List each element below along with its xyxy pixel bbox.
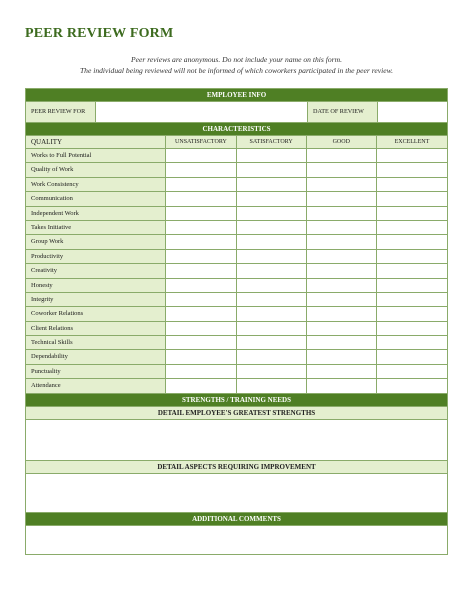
- privacy-note: The individual being reviewed will not be informed of which coworkers participated in the peer review.: [79, 66, 394, 75]
- quality-name: Client Relations: [26, 322, 166, 335]
- rating-cell-good[interactable]: [307, 163, 377, 176]
- rating-cell-unsatisfactory[interactable]: [166, 221, 236, 234]
- strengths-header: STRENGTHS / TRAINING NEEDS: [26, 394, 447, 407]
- employee-info-header: EMPLOYEE INFO: [26, 89, 447, 102]
- rating-cell-satisfactory[interactable]: [237, 279, 307, 292]
- rating-cell-excellent[interactable]: [377, 221, 447, 234]
- rating-cell-satisfactory[interactable]: [237, 350, 307, 363]
- rating-cell-unsatisfactory[interactable]: [166, 192, 236, 205]
- quality-name: Integrity: [26, 293, 166, 306]
- rating-cell-unsatisfactory[interactable]: [166, 264, 236, 277]
- quality-row: [26, 307, 447, 321]
- quality-rows: [26, 149, 447, 394]
- rating-cell-excellent[interactable]: [377, 336, 447, 349]
- peer-review-for-field[interactable]: [96, 102, 308, 122]
- quality-row: [26, 293, 447, 307]
- quality-name: Creativity: [26, 264, 166, 277]
- quality-row: [26, 221, 447, 235]
- rating-cell-unsatisfactory[interactable]: [166, 250, 236, 263]
- improvement-field[interactable]: [26, 474, 447, 513]
- rating-cell-satisfactory[interactable]: [237, 221, 307, 234]
- rating-cell-satisfactory[interactable]: [237, 192, 307, 205]
- rating-column-headers: [26, 136, 447, 149]
- quality-row: [26, 322, 447, 336]
- quality-name: Coworker Relations: [26, 307, 166, 320]
- rating-cell-satisfactory[interactable]: [237, 336, 307, 349]
- quality-row: [26, 279, 447, 293]
- characteristics-header: CHARACTERISTICS: [26, 123, 447, 136]
- rating-cell-excellent[interactable]: [377, 379, 447, 392]
- quality-row: [26, 379, 447, 393]
- rating-cell-excellent[interactable]: [377, 250, 447, 263]
- rating-cell-excellent[interactable]: [377, 163, 447, 176]
- greatest-strengths-field[interactable]: [26, 420, 447, 461]
- form-title: PEER REVIEW FORM: [25, 26, 174, 41]
- quality-row: [26, 207, 447, 221]
- rating-cell-satisfactory[interactable]: [237, 293, 307, 306]
- quality-row: [26, 178, 447, 192]
- rating-cell-good[interactable]: [307, 379, 377, 392]
- improvement-label: DETAIL ASPECTS REQUIRING IMPROVEMENT: [26, 461, 447, 474]
- quality-row: [26, 264, 447, 278]
- date-of-review-label: DATE OF REVIEW: [308, 102, 378, 122]
- quality-name: Group Work: [26, 235, 166, 248]
- rating-cell-satisfactory[interactable]: [237, 307, 307, 320]
- rating-cell-unsatisfactory[interactable]: [166, 207, 236, 220]
- rating-cell-unsatisfactory[interactable]: [166, 365, 236, 378]
- quality-name: Punctuality: [26, 365, 166, 378]
- rating-cell-excellent[interactable]: [377, 293, 447, 306]
- rating-cell-excellent[interactable]: [377, 192, 447, 205]
- greatest-strengths-label: DETAIL EMPLOYEE'S GREATEST STRENGTHS: [26, 407, 447, 420]
- additional-comments-header: ADDITIONAL COMMENTS: [26, 513, 447, 526]
- date-of-review-field[interactable]: [378, 102, 447, 122]
- rating-cell-excellent[interactable]: [377, 264, 447, 277]
- quality-name: Takes Initiative: [26, 221, 166, 234]
- rating-cell-satisfactory[interactable]: [237, 207, 307, 220]
- anonymity-note: Peer reviews are anonymous. Do not include your name on this form.: [131, 55, 342, 64]
- rating-cell-good[interactable]: [307, 221, 377, 234]
- rating-cell-excellent[interactable]: [377, 307, 447, 320]
- column-unsatisfactory: UNSATISFACTORY: [166, 136, 236, 148]
- rating-cell-satisfactory[interactable]: [237, 163, 307, 176]
- rating-cell-unsatisfactory[interactable]: [166, 163, 236, 176]
- rating-cell-unsatisfactory[interactable]: [166, 293, 236, 306]
- rating-cell-good[interactable]: [307, 350, 377, 363]
- rating-cell-good[interactable]: [307, 192, 377, 205]
- column-good: GOOD: [307, 136, 377, 148]
- rating-cell-satisfactory[interactable]: [237, 250, 307, 263]
- quality-row: [26, 336, 447, 350]
- quality-name: Attendance: [26, 379, 166, 392]
- rating-cell-good[interactable]: [307, 293, 377, 306]
- rating-cell-excellent[interactable]: [377, 178, 447, 191]
- quality-row: [26, 149, 447, 163]
- rating-cell-unsatisfactory[interactable]: [166, 307, 236, 320]
- rating-cell-good[interactable]: [307, 336, 377, 349]
- rating-cell-good[interactable]: [307, 307, 377, 320]
- quality-name: Technical Skills: [26, 336, 166, 349]
- rating-cell-unsatisfactory[interactable]: [166, 235, 236, 248]
- quality-name: Work Consistency: [26, 178, 166, 191]
- rating-cell-excellent[interactable]: [377, 207, 447, 220]
- rating-cell-good[interactable]: [307, 207, 377, 220]
- rating-cell-unsatisfactory[interactable]: [166, 336, 236, 349]
- rating-cell-satisfactory[interactable]: [237, 178, 307, 191]
- rating-cell-good[interactable]: [307, 178, 377, 191]
- rating-cell-excellent[interactable]: [377, 279, 447, 292]
- quality-name: Honesty: [26, 279, 166, 292]
- rating-cell-unsatisfactory[interactable]: [166, 350, 236, 363]
- rating-cell-satisfactory[interactable]: [237, 365, 307, 378]
- quality-name: Dependability: [26, 350, 166, 363]
- rating-cell-good[interactable]: [307, 149, 377, 162]
- rating-cell-satisfactory[interactable]: [237, 379, 307, 392]
- rating-cell-excellent[interactable]: [377, 350, 447, 363]
- rating-cell-good[interactable]: [307, 279, 377, 292]
- peer-review-for-label: PEER REVIEW FOR: [26, 102, 96, 122]
- rating-cell-unsatisfactory[interactable]: [166, 322, 236, 335]
- rating-cell-unsatisfactory[interactable]: [166, 279, 236, 292]
- quality-row: [26, 365, 447, 379]
- rating-cell-satisfactory[interactable]: [237, 264, 307, 277]
- column-satisfactory: SATISFACTORY: [237, 136, 307, 148]
- quality-name: Works to Full Potential: [26, 149, 166, 162]
- column-quality: QUALITY: [26, 136, 166, 148]
- rating-cell-good[interactable]: [307, 235, 377, 248]
- quality-row: [26, 350, 447, 364]
- rating-cell-good[interactable]: [307, 264, 377, 277]
- quality-name: Productivity: [26, 250, 166, 263]
- rating-cell-good[interactable]: [307, 322, 377, 335]
- rating-cell-excellent[interactable]: [377, 365, 447, 378]
- quality-name: Independent Work: [26, 207, 166, 220]
- quality-row: [26, 235, 447, 249]
- rating-cell-excellent[interactable]: [377, 149, 447, 162]
- quality-row: [26, 250, 447, 264]
- quality-row: [26, 192, 447, 206]
- quality-row: [26, 163, 447, 177]
- rating-cell-satisfactory[interactable]: [237, 322, 307, 335]
- peer-review-form: [25, 88, 448, 555]
- rating-cell-unsatisfactory[interactable]: [166, 379, 236, 392]
- rating-cell-satisfactory[interactable]: [237, 149, 307, 162]
- rating-cell-satisfactory[interactable]: [237, 235, 307, 248]
- column-excellent: EXCELLENT: [394, 139, 430, 145]
- additional-comments-field[interactable]: [26, 526, 447, 554]
- rating-cell-excellent[interactable]: [377, 235, 447, 248]
- rating-cell-unsatisfactory[interactable]: [166, 149, 236, 162]
- rating-cell-good[interactable]: [307, 250, 377, 263]
- quality-name: Quality of Work: [26, 163, 166, 176]
- quality-name: Communication: [26, 192, 166, 205]
- employee-info-row: [26, 102, 447, 123]
- rating-cell-unsatisfactory[interactable]: [166, 178, 236, 191]
- rating-cell-good[interactable]: [307, 365, 377, 378]
- rating-cell-excellent[interactable]: [377, 322, 447, 335]
